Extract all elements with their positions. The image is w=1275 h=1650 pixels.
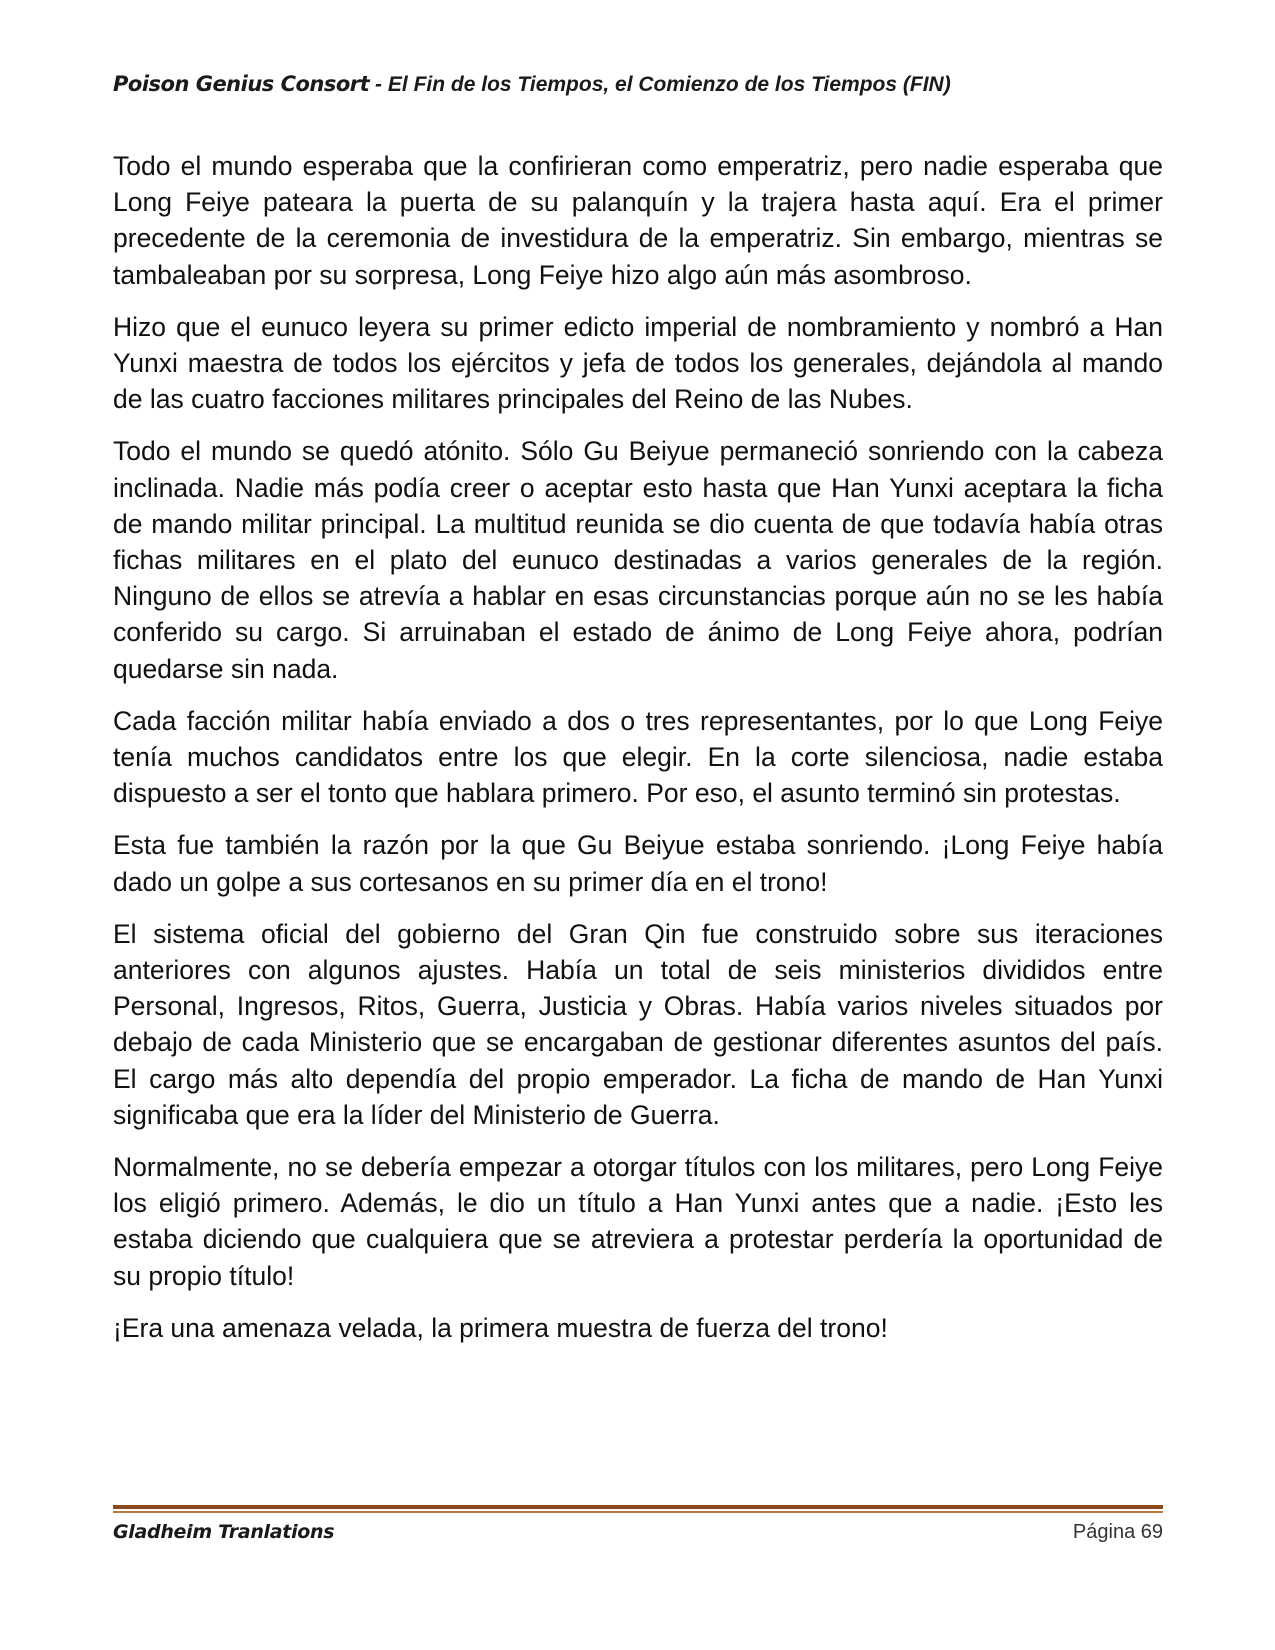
paragraph: Normalmente, no se debería empezar a otorgar títulos con los militares, pero Long Feiye los eligió primero. Además, le dio un título a Han Yunxi antes que a nadie. ¡Esto les estaba diciendo que cualquiera que se atreviera a protestar perdería la oportunidad de su propio título!: [113, 1152, 1163, 1291]
paragraph: Todo el mundo se quedó atónito. Sólo Gu Beiyue permaneció sonriendo con la cabeza inclinada. Nadie más podía creer o aceptar esto hasta que Han Yunxi aceptara la ficha de mando militar principal. La multitud reunida se dio cuenta de que todavía había otras fichas militares en el plato del eunuco destinadas a varios generales de la región. Ninguno de ellos se atrevía a hablar en esas circunstancias porque aún no se les había conferido su cargo. Si arruinaban el estado de ánimo de Long Feiye ahora, podrían quedarse sin nada.: [113, 436, 1163, 684]
paragraph: Todo el mundo esperaba que la confirieran como emperatriz, pero nadie esperaba que Long Feiye pateara la puerta de su palanquín y la trajera hasta aquí. Era el primer precedente de la ceremonia de investidura de la emperatriz. Sin embargo, mientras se tambaleaban por su sorpresa, Long Feiye hizo algo aún más asombroso.: [113, 151, 1163, 290]
paragraph: ¡Era una amenaza velada, la primera muestra de fuerza del trono!: [113, 1312, 888, 1343]
page-body: [113, 148, 1163, 1362]
paragraph: Hizo que el eunuco leyera su primer edicto imperial de nombramiento y nombró a Han Yunxi maestra de todos los ejércitos y jefa de todos los generales, dejándola al mando de las cuatro facciones militares principales del Reino de las Nubes.: [113, 311, 1163, 415]
paragraph: Esta fue también la razón por la que Gu Beiyue estaba sonriendo. ¡Long Feiye había dado un golpe a sus cortesanos en su primer día en el trono!: [113, 830, 1163, 897]
page-number: Página 69: [1072, 1521, 1163, 1543]
paragraph: El sistema oficial del gobierno del Gran Qin fue construido sobre sus iteraciones anteriores con algunos ajustes. Había un total de seis ministerios divididos entre Personal, Ingresos, Ritos, Guerra, Justicia y Obras. Había varios niveles situados por debajo de cada Ministerio que se encargaban de gestionar diferentes asuntos del país. El cargo más alto dependía del propio emperador. La ficha de mando de Han Yunxi significaba que era la líder del Ministerio de Guerra.: [113, 918, 1163, 1130]
footer-divider-thin: [113, 1511, 1163, 1513]
publisher-name: Gladheim Tranlations: [113, 1521, 335, 1543]
chapter-title: El Fin de los Tiempos, el Comienzo de los Tiempos (FIN): [387, 73, 951, 96]
footer-divider-thick: [113, 1505, 1163, 1509]
paragraph: Cada facción militar había enviado a dos o tres representantes, por lo que Long Feiye tenía muchos candidatos entre los que elegir. En la corte silenciosa, nadie estaba dispuesto a ser el tonto que hablara primero. Por eso, el asunto terminó sin protestas.: [113, 705, 1163, 809]
book-title: Poison Genius Consort: [113, 72, 370, 96]
header-separator: -: [369, 73, 388, 96]
page-header: [113, 72, 1163, 97]
